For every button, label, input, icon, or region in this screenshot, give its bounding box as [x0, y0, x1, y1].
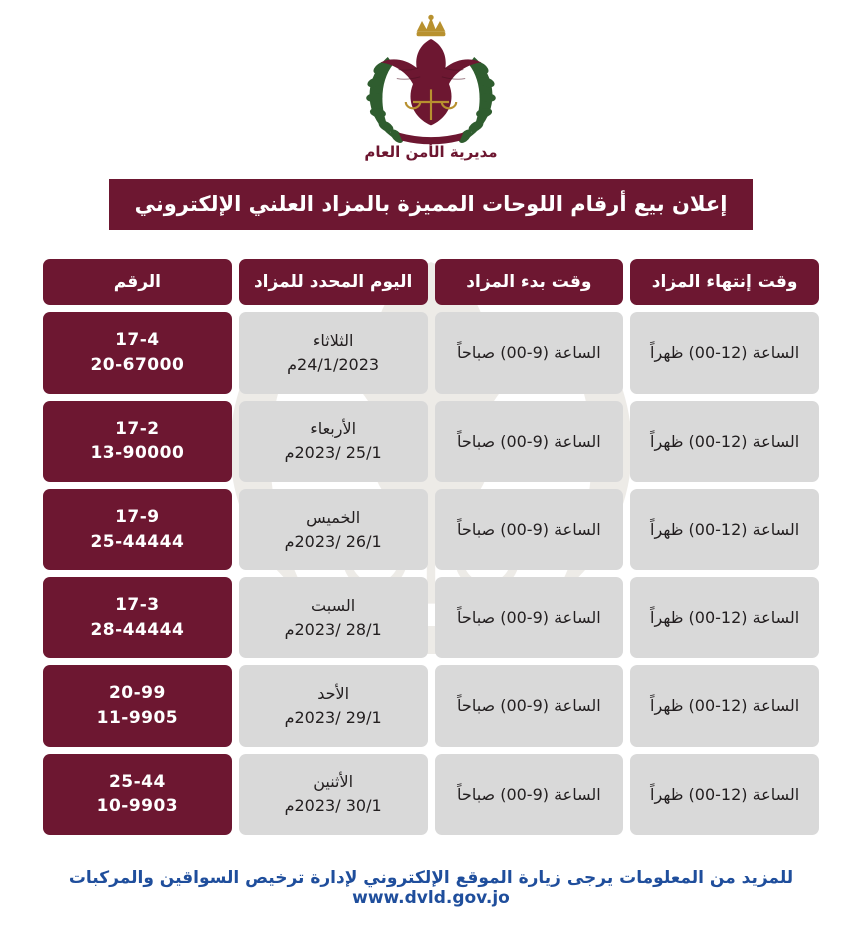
cell-end-time: الساعة (12-00) ظهراً — [630, 754, 819, 835]
cell-start-time: الساعة (9-00) صباحاً — [435, 312, 624, 393]
cell-plate-number — [43, 754, 232, 835]
plate-line-2: 11-9905 — [96, 708, 179, 729]
table-row — [43, 312, 819, 393]
footer-text: للمزيد من المعلومات يرجى زيارة الموقع الإلكتروني لإدارة ترخيص السواقين والمركبات — [68, 867, 794, 888]
plate-line-2: 13-90000 — [90, 443, 185, 464]
cell-plate-number — [43, 577, 232, 658]
cell-start-time: الساعة (9-00) صباحاً — [435, 754, 624, 835]
cell-day-date: 29/1 /2023م — [284, 708, 382, 728]
cell-end-time: الساعة (12-00) ظهراً — [630, 577, 819, 658]
table-row — [43, 754, 819, 835]
table-row — [43, 401, 819, 482]
table-row — [43, 665, 819, 746]
emblem-header — [0, 0, 862, 161]
table-row — [43, 489, 819, 570]
plate-line-1: 17-9 — [115, 506, 160, 527]
column-header-end-time: وقت إنتهاء المزاد — [630, 259, 819, 305]
cell-day — [239, 312, 428, 393]
column-header-start-time: وقت بدء المزاد — [435, 259, 624, 305]
cell-day — [239, 401, 428, 482]
cell-day-name: السبت — [311, 595, 356, 615]
cell-start-time: الساعة (9-00) صباحاً — [435, 577, 624, 658]
table-body — [43, 312, 819, 835]
cell-end-time: الساعة (12-00) ظهراً — [630, 312, 819, 393]
plate-line-1: 25-44 — [108, 771, 166, 792]
table-header — [43, 259, 819, 305]
cell-day — [239, 577, 428, 658]
cell-plate-number — [43, 312, 232, 393]
website-link[interactable]: www.dvld.gov.jo — [352, 887, 510, 908]
footer-note — [21, 868, 841, 908]
cell-day-name: الأربعاء — [310, 419, 357, 439]
cell-day — [239, 489, 428, 570]
column-header-number: الرقم — [43, 259, 232, 305]
plate-line-2: 10-9903 — [96, 796, 179, 817]
eagle-crown-emblem-icon — [341, 12, 521, 147]
plate-line-1: 17-4 — [115, 330, 160, 351]
cell-day-name: الأثنين — [313, 772, 354, 792]
auction-table — [36, 252, 826, 842]
cell-end-time: الساعة (12-00) ظهراً — [630, 665, 819, 746]
page-title: إعلان بيع أرقام اللوحات المميزة بالمزاد العلني الإلكتروني — [109, 179, 754, 230]
plate-line-1: 20-99 — [108, 683, 166, 704]
cell-day-date: 25/1 /2023م — [284, 443, 382, 463]
cell-day-name: الأحد — [317, 684, 350, 704]
plate-line-2: 20-67000 — [90, 354, 185, 375]
cell-end-time: الساعة (12-00) ظهراً — [630, 401, 819, 482]
cell-day-name: الخميس — [306, 507, 361, 527]
cell-start-time: الساعة (9-00) صباحاً — [435, 489, 624, 570]
cell-start-time: الساعة (9-00) صباحاً — [435, 665, 624, 746]
cell-day-date: 28/1 /2023م — [284, 619, 382, 639]
table-row — [43, 577, 819, 658]
column-header-day: اليوم المحدد للمزاد — [239, 259, 428, 305]
cell-start-time: الساعة (9-00) صباحاً — [435, 401, 624, 482]
cell-end-time: الساعة (12-00) ظهراً — [630, 489, 819, 570]
plate-line-2: 28-44444 — [90, 619, 185, 640]
cell-plate-number — [43, 665, 232, 746]
cell-day — [239, 665, 428, 746]
cell-plate-number — [43, 489, 232, 570]
cell-day-date: 30/1 /2023م — [284, 796, 382, 816]
cell-day — [239, 754, 428, 835]
cell-day-date: 26/1 /2023م — [284, 531, 382, 551]
cell-day-date: 24/1/2023م — [287, 354, 380, 374]
cell-day-name: الثلاثاء — [312, 330, 354, 350]
plate-line-2: 25-44444 — [90, 531, 185, 552]
plate-line-1: 17-3 — [115, 595, 160, 616]
table-header-row — [43, 259, 819, 305]
plate-line-1: 17-2 — [115, 418, 160, 439]
cell-plate-number — [43, 401, 232, 482]
emblem-caption: مديرية الأمن العام — [364, 143, 498, 161]
